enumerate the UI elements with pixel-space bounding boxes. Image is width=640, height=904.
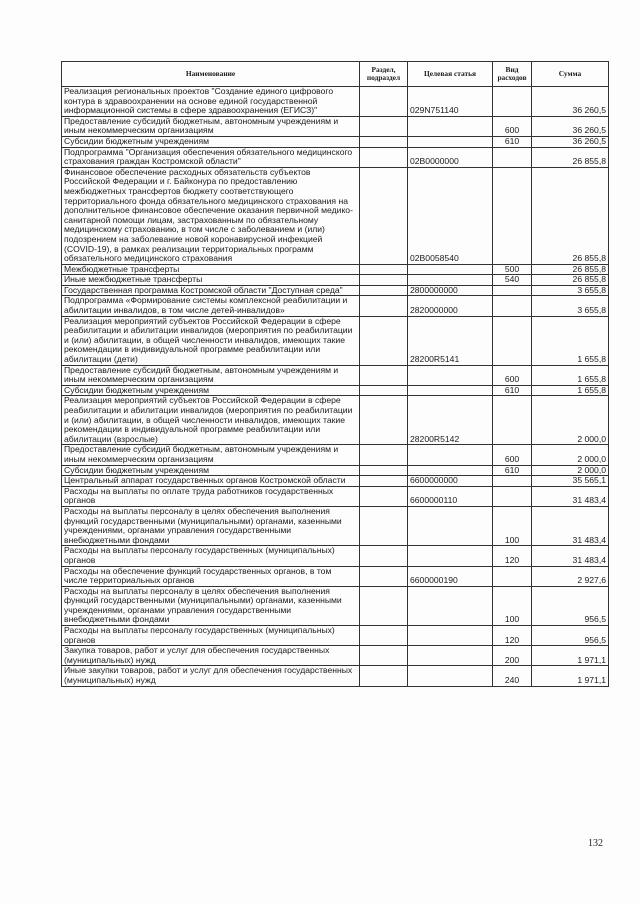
cell-name: Реализация региональных проектов "Создание единого цифрового контура в здравоохранении на основе единой государственной информационной системы в сфере здравоохранения (ЕГИСЗ)" xyxy=(62,87,360,117)
cell-section xyxy=(360,546,408,566)
cell-sum: 26 855,8 xyxy=(532,275,609,286)
cell-sum: 36 260,5 xyxy=(532,87,609,117)
cell-target xyxy=(408,546,493,566)
table-row xyxy=(62,486,609,506)
cell-target: 28200R5142 xyxy=(408,396,493,445)
cell-sum: 36 260,5 xyxy=(532,136,609,147)
cell-sum: 1 655,8 xyxy=(532,365,609,385)
cell-expense xyxy=(493,147,532,167)
cell-section xyxy=(360,626,408,646)
cell-name: Межбюджетные трансферты xyxy=(62,264,360,275)
header-section: Раздел, подраздел xyxy=(360,62,408,87)
header-target: Целевая статья xyxy=(408,62,493,87)
cell-name: Центральный аппарат государственных органов Костромской области xyxy=(62,476,360,487)
table-row xyxy=(62,316,609,365)
cell-section xyxy=(360,506,408,545)
cell-expense: 120 xyxy=(493,546,532,566)
cell-name: Предоставление субсидий бюджетным, автономным учреждениям и иным некоммерческим организациям xyxy=(62,116,360,136)
cell-target xyxy=(408,264,493,275)
cell-target xyxy=(408,136,493,147)
header-sum: Сумма xyxy=(532,62,609,87)
cell-expense xyxy=(493,167,532,264)
cell-sum: 956,5 xyxy=(532,586,609,625)
cell-name: Закупка товаров, работ и услуг для обеспечения государственных (муниципальных) нужд xyxy=(62,646,360,666)
cell-section xyxy=(360,385,408,396)
cell-expense: 100 xyxy=(493,586,532,625)
cell-expense: 500 xyxy=(493,264,532,275)
cell-section xyxy=(360,116,408,136)
cell-sum: 2 000,0 xyxy=(532,445,609,465)
table-row xyxy=(62,385,609,396)
cell-expense xyxy=(493,296,532,316)
cell-expense: 600 xyxy=(493,116,532,136)
cell-expense: 240 xyxy=(493,666,532,686)
cell-sum: 35 565,1 xyxy=(532,476,609,487)
cell-name: Расходы на выплаты персоналу государственных (муниципальных) органов xyxy=(62,626,360,646)
cell-sum: 1 655,8 xyxy=(532,385,609,396)
cell-target xyxy=(408,445,493,465)
cell-sum: 2 000,0 xyxy=(532,396,609,445)
cell-target xyxy=(408,116,493,136)
table-header-row xyxy=(62,62,609,87)
cell-sum: 36 260,5 xyxy=(532,116,609,136)
cell-expense xyxy=(493,316,532,365)
table-row xyxy=(62,626,609,646)
table-body xyxy=(62,87,609,687)
cell-sum: 26 855,8 xyxy=(532,167,609,264)
table-row xyxy=(62,147,609,167)
cell-target: 6600000190 xyxy=(408,566,493,586)
cell-expense xyxy=(493,476,532,487)
cell-name: Субсидии бюджетным учреждениям xyxy=(62,136,360,147)
cell-target: 2800000000 xyxy=(408,285,493,296)
cell-target: 6600000000 xyxy=(408,476,493,487)
cell-section xyxy=(360,396,408,445)
cell-section xyxy=(360,465,408,476)
cell-sum: 1 971,1 xyxy=(532,666,609,686)
cell-target: 28200R5141 xyxy=(408,316,493,365)
cell-section xyxy=(360,566,408,586)
table-row xyxy=(62,285,609,296)
cell-section xyxy=(360,147,408,167)
cell-section xyxy=(360,275,408,286)
cell-name: Расходы на выплаты персоналу в целях обеспечения выполнения функций государственными (муниципальными) органами, казенными учреждениями, органами управления государственными внебюджетными фондами xyxy=(62,586,360,625)
table-row xyxy=(62,296,609,316)
budget-table xyxy=(61,61,609,687)
cell-sum: 1 971,1 xyxy=(532,646,609,666)
cell-target xyxy=(408,365,493,385)
table-row xyxy=(62,666,609,686)
cell-name: Реализация мероприятий субъектов Российской Федерации в сфере реабилитации и абилитации инвалидов (мероприятия по реабилитации и (или) абилитации, в общей численности инвалидов, имеющих такие рекомендации в индивидуальной программе реабилитации или абилитации (дети) xyxy=(62,316,360,365)
cell-sum: 1 655,8 xyxy=(532,316,609,365)
cell-name: Расходы на выплаты по оплате труда работников государственных органов xyxy=(62,486,360,506)
table-row xyxy=(62,396,609,445)
cell-name: Подпрограмма «Формирование системы комплексной реабилитации и абилитации инвалидов, в том числе детей-инвалидов» xyxy=(62,296,360,316)
cell-sum: 31 483,4 xyxy=(532,486,609,506)
table-row xyxy=(62,116,609,136)
page-number: 132 xyxy=(588,838,603,849)
cell-name: Подпрограмма "Организация обеспечения обязательного медицинского страхования граждан Костромской области" xyxy=(62,147,360,167)
cell-expense: 200 xyxy=(493,646,532,666)
cell-expense xyxy=(493,87,532,117)
cell-target: 02B0058540 xyxy=(408,167,493,264)
cell-target xyxy=(408,506,493,545)
cell-name: Иные межбюджетные трансферты xyxy=(62,275,360,286)
cell-expense: 540 xyxy=(493,275,532,286)
cell-expense: 610 xyxy=(493,385,532,396)
cell-expense xyxy=(493,566,532,586)
table-row xyxy=(62,586,609,625)
cell-name: Финансовое обеспечение расходных обязательств субъектов Российской Федерации и г. Байконура по предоставлению межбюджетных трансфертов бюджету соответствующего территориального фонда обязательного медицинского страхования на дополнительное финансовое обеспечение оказания первичной медико-санитарной помощи лицам, застрахованным по обязательному медицинскому страхованию, в том числе с заболеванием и (или) подозрением на заболевание новой коронавирусной инфекцией (COVID-19), в рамках реализации территориальных программ обязательного медицинского страхования xyxy=(62,167,360,264)
cell-target xyxy=(408,626,493,646)
cell-section xyxy=(360,365,408,385)
table-row xyxy=(62,167,609,264)
cell-expense xyxy=(493,486,532,506)
cell-sum: 31 483,4 xyxy=(532,546,609,566)
cell-section xyxy=(360,476,408,487)
cell-expense xyxy=(493,396,532,445)
table-row xyxy=(62,264,609,275)
cell-expense: 120 xyxy=(493,626,532,646)
cell-sum: 26 855,8 xyxy=(532,264,609,275)
cell-section xyxy=(360,136,408,147)
cell-target: 2820000000 xyxy=(408,296,493,316)
cell-section xyxy=(360,445,408,465)
cell-target: 02B0000000 xyxy=(408,147,493,167)
cell-section xyxy=(360,586,408,625)
table-row xyxy=(62,87,609,117)
cell-name: Субсидии бюджетным учреждениям xyxy=(62,385,360,396)
cell-target xyxy=(408,385,493,396)
cell-name: Расходы на выплаты персоналу в целях обеспечения выполнения функций государственными (муниципальными) органами, казенными учреждениями, органами управления государственными внебюджетными фондами xyxy=(62,506,360,545)
cell-name: Иные закупки товаров, работ и услуг для обеспечения государственных (муниципальных) нужд xyxy=(62,666,360,686)
cell-sum: 2 927,6 xyxy=(532,566,609,586)
table-row xyxy=(62,365,609,385)
cell-expense: 610 xyxy=(493,136,532,147)
cell-section xyxy=(360,87,408,117)
cell-sum: 26 855,8 xyxy=(532,147,609,167)
cell-name: Реализация мероприятий субъектов Российской Федерации в сфере реабилитации и абилитации инвалидов (мероприятия по реабилитации и (или) абилитации, в общей численности инвалидов, имеющих такие рекомендации в индивидуальной программе реабилитации или абилитации (взрослые) xyxy=(62,396,360,445)
table-row xyxy=(62,465,609,476)
cell-expense: 600 xyxy=(493,365,532,385)
cell-expense: 600 xyxy=(493,445,532,465)
cell-target: 029N751140 xyxy=(408,87,493,117)
table-row xyxy=(62,476,609,487)
cell-target: 6600000110 xyxy=(408,486,493,506)
cell-target xyxy=(408,586,493,625)
header-name: Наименование xyxy=(62,62,360,87)
cell-section xyxy=(360,285,408,296)
cell-target xyxy=(408,275,493,286)
cell-name: Предоставление субсидий бюджетным, автономным учреждениям и иным некоммерческим организациям xyxy=(62,445,360,465)
cell-name: Государственная программа Костромской области "Доступная среда" xyxy=(62,285,360,296)
cell-name: Субсидии бюджетным учреждениям xyxy=(62,465,360,476)
cell-expense xyxy=(493,285,532,296)
cell-sum: 3 655,8 xyxy=(532,296,609,316)
cell-expense: 610 xyxy=(493,465,532,476)
cell-target xyxy=(408,465,493,476)
table-row xyxy=(62,646,609,666)
cell-sum: 3 655,8 xyxy=(532,285,609,296)
cell-name: Расходы на обеспечение функций государственных органов, в том числе территориальных органов xyxy=(62,566,360,586)
cell-target xyxy=(408,646,493,666)
cell-sum: 2 000,0 xyxy=(532,465,609,476)
cell-sum: 31 483,4 xyxy=(532,506,609,545)
header-expense: Вид расходов xyxy=(493,62,532,87)
table-row xyxy=(62,275,609,286)
cell-expense: 100 xyxy=(493,506,532,545)
cell-name: Расходы на выплаты персоналу государственных (муниципальных) органов xyxy=(62,546,360,566)
cell-section xyxy=(360,666,408,686)
cell-section xyxy=(360,316,408,365)
cell-section xyxy=(360,646,408,666)
cell-target xyxy=(408,666,493,686)
cell-section xyxy=(360,167,408,264)
cell-sum: 956,5 xyxy=(532,626,609,646)
table-row xyxy=(62,136,609,147)
table-row xyxy=(62,506,609,545)
table-row xyxy=(62,546,609,566)
cell-name: Предоставление субсидий бюджетным, автономным учреждениям и иным некоммерческим организациям xyxy=(62,365,360,385)
cell-section xyxy=(360,264,408,275)
cell-section xyxy=(360,296,408,316)
cell-section xyxy=(360,486,408,506)
table-row xyxy=(62,445,609,465)
table-row xyxy=(62,566,609,586)
